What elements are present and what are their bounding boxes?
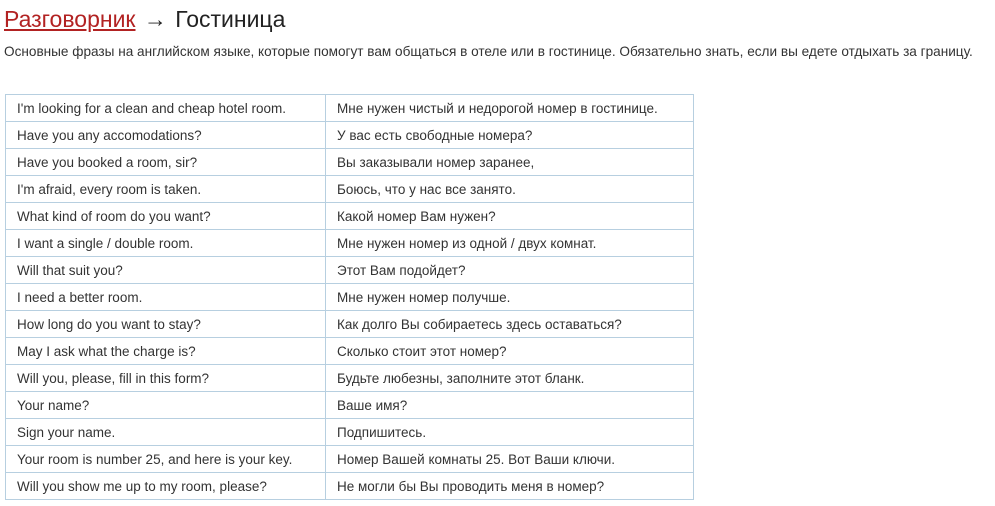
table-row bbox=[6, 122, 694, 149]
table-row bbox=[6, 149, 694, 176]
table-row bbox=[6, 176, 694, 203]
phrase-english: What kind of room do you want? bbox=[6, 203, 326, 230]
phrase-russian: Мне нужен чистый и недорогой номер в гостинице. bbox=[326, 95, 694, 122]
phrase-russian: Как долго Вы собираетесь здесь оставаться? bbox=[326, 311, 694, 338]
table-row bbox=[6, 284, 694, 311]
phrase-russian: Будьте любезны, заполните этот бланк. bbox=[326, 365, 694, 392]
table-row bbox=[6, 338, 694, 365]
phrase-english: How long do you want to stay? bbox=[6, 311, 326, 338]
phrase-english: Will you show me up to my room, please? bbox=[6, 473, 326, 500]
page-title bbox=[4, 4, 989, 34]
table-row bbox=[6, 257, 694, 284]
table-row bbox=[6, 311, 694, 338]
phrase-russian: Какой номер Вам нужен? bbox=[326, 203, 694, 230]
phrase-russian: Мне нужен номер получше. bbox=[326, 284, 694, 311]
phrase-english: Will you, please, fill in this form? bbox=[6, 365, 326, 392]
intro-paragraph: Основные фразы на английском языке, которые помогут вам общаться в отеле или в гостинице. Обязательно знать, если вы едете отдыхать за границу. bbox=[4, 44, 973, 59]
table-row bbox=[6, 446, 694, 473]
phrase-english: I'm looking for a clean and cheap hotel room. bbox=[6, 95, 326, 122]
phrase-russian: Боюсь, что у нас все занято. bbox=[326, 176, 694, 203]
phrase-english: Have you any accomodations? bbox=[6, 122, 326, 149]
page-content bbox=[4, 4, 989, 63]
table-row bbox=[6, 95, 694, 122]
phrase-english: Have you booked a room, sir? bbox=[6, 149, 326, 176]
breadcrumb-link-phrasebook[interactable]: Разговорник bbox=[4, 6, 136, 32]
table-row bbox=[6, 203, 694, 230]
phrase-russian: У вас есть свободные номера? bbox=[326, 122, 694, 149]
phrase-russian: Номер Вашей комнаты 25. Вот Ваши ключи. bbox=[326, 446, 694, 473]
arrow-right-icon: → bbox=[143, 6, 167, 32]
table-row bbox=[6, 419, 694, 446]
table-row bbox=[6, 230, 694, 257]
phrase-english: Your name? bbox=[6, 392, 326, 419]
phrases-table bbox=[5, 94, 694, 500]
table-row bbox=[6, 392, 694, 419]
phrase-russian: Подпишитесь. bbox=[326, 419, 694, 446]
phrase-russian: Сколько стоит этот номер? bbox=[326, 338, 694, 365]
phrase-russian: Ваше имя? bbox=[326, 392, 694, 419]
phrase-russian: Этот Вам подойдет? bbox=[326, 257, 694, 284]
phrase-english: I want a single / double room. bbox=[6, 230, 326, 257]
phrase-english: Your room is number 25, and here is your key. bbox=[6, 446, 326, 473]
title-text: Гостиница bbox=[175, 6, 286, 32]
phrase-english: I'm afraid, every room is taken. bbox=[6, 176, 326, 203]
phrase-english: I need a better room. bbox=[6, 284, 326, 311]
table-row bbox=[6, 473, 694, 500]
phrase-english: May I ask what the charge is? bbox=[6, 338, 326, 365]
phrase-english: Sign your name. bbox=[6, 419, 326, 446]
phrase-russian: Мне нужен номер из одной / двух комнат. bbox=[326, 230, 694, 257]
phrase-russian: Вы заказывали номер заранее, bbox=[326, 149, 694, 176]
table-row bbox=[6, 365, 694, 392]
phrase-english: Will that suit you? bbox=[6, 257, 326, 284]
phrase-russian: Не могли бы Вы проводить меня в номер? bbox=[326, 473, 694, 500]
